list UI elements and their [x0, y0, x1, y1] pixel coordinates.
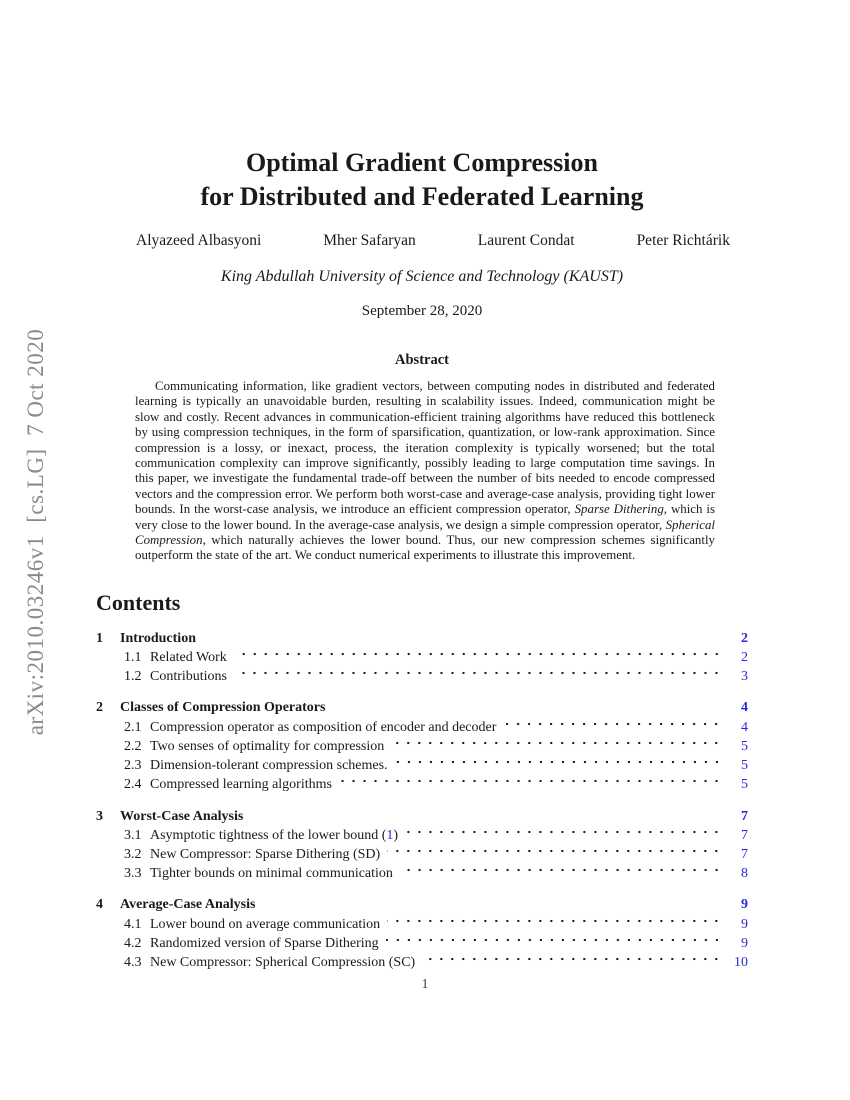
toc-page-link[interactable]: 8 — [741, 866, 748, 882]
toc-page-link[interactable]: 9 — [741, 897, 748, 913]
toc-entry-number: 1.2 — [124, 669, 142, 685]
toc-entry-asymptotic-tightness — [96, 825, 748, 844]
toc-entry-title: Dimension-tolerant compression schemes. — [150, 758, 388, 774]
toc-page-link[interactable]: 4 — [741, 719, 748, 735]
toc-section-number: 1 — [96, 630, 103, 646]
toc-page-link[interactable]: 2 — [741, 630, 748, 646]
toc-entry-number: 3.1 — [124, 827, 142, 843]
toc-section-number: 2 — [96, 700, 103, 716]
toc-dot-leader — [405, 825, 724, 839]
toc-page-link[interactable]: 9 — [741, 916, 748, 932]
table-of-contents — [96, 628, 748, 971]
toc-spacer — [250, 806, 724, 820]
toc-entry-number: 1.1 — [124, 650, 142, 666]
toc-entry-title: Compressed learning algorithms — [150, 777, 332, 793]
toc-entry-number: 2.4 — [124, 777, 142, 793]
toc-page-link[interactable]: 5 — [741, 777, 748, 793]
toc-section-number: 3 — [96, 808, 103, 824]
affiliation: King Abdullah University of Science and Technology (KAUST) — [220, 268, 624, 285]
toc-entry-title: Two senses of optimality for compression — [150, 738, 385, 754]
toc-entry-sparse-dithering — [96, 844, 748, 863]
abstract-paragraph — [135, 379, 715, 564]
toc-dot-leader — [234, 647, 724, 661]
equation-reference-link[interactable]: 1 — [386, 827, 394, 843]
paper-content — [96, 0, 748, 971]
paper-date: September 28, 2020 — [361, 303, 483, 319]
toc-dot-leader — [391, 736, 724, 750]
toc-page-link[interactable]: 7 — [741, 846, 748, 862]
toc-entry-tighter-bounds — [96, 863, 748, 882]
toc-entry-compression-operator-composition — [96, 717, 748, 736]
toc-entry-number: 4.1 — [124, 916, 142, 932]
toc-entry-title — [150, 827, 398, 844]
toc-section-title: Average-Case Analysis — [120, 897, 256, 913]
page-number: 1 — [421, 976, 429, 991]
toc-entry-contributions — [96, 666, 748, 685]
toc-page-link[interactable]: 10 — [734, 954, 748, 970]
toc-entry-title: Tighter bounds on minimal communication — [150, 866, 393, 882]
toc-entry-two-senses-of-optimality — [96, 736, 748, 755]
toc-entry-title-post: ) — [393, 827, 399, 843]
toc-dot-leader — [400, 863, 724, 877]
toc-dot-leader — [387, 914, 724, 928]
toc-section-title: Introduction — [120, 630, 196, 646]
author-name: Mher Safaryan — [323, 232, 416, 249]
abstract-text: Communicating information, like gradient vectors, between computing nodes in distributed and federated learning is typically an unavoidable burden, resulting in scalability issues. Indeed, communication might be slow and costly. Recent advances in communication-efficient training algorithms have reduced this bottleneck by using compression techniques, in the form of sparsification, quantization, or low-rank approximation. Since compression is a lossy, or inexact, process, the iteration complexity is typically worsened; but the total communication complexity can improve significantly, possibly leading to large computation time savings. In this paper, we investigate the fundamental trade-off between the number of bits needed to encode compressed vectors and the compression error. We perform both worst-case and average-case analysis, providing tight lower bounds. In the worst-case analysis, we introduce an efficient compression operator, — [135, 379, 715, 517]
toc-entry-title: Compression operator as composition of encoder and decoder — [150, 719, 497, 735]
author-name: Alyazeed Albasyoni — [136, 232, 262, 249]
toc-entry-title: Randomized version of Sparse Dithering — [150, 935, 379, 951]
toc-dot-leader — [395, 755, 724, 769]
contents-heading: Contents — [96, 589, 181, 615]
toc-page-link[interactable]: 5 — [741, 758, 748, 774]
toc-entry-compressed-learning-algorithms — [96, 774, 748, 793]
toc-page-link[interactable]: 7 — [741, 827, 748, 843]
toc-dot-leader — [386, 933, 724, 947]
toc-entry-title: New Compressor: Sparse Dithering (SD) — [150, 846, 381, 862]
toc-entry-title: Related Work — [150, 650, 227, 666]
toc-dot-leader — [339, 774, 724, 788]
toc-section-title: Worst-Case Analysis — [120, 808, 244, 824]
toc-section-introduction — [96, 628, 748, 647]
toc-entry-dimension-tolerant-schemes — [96, 755, 748, 774]
author-name: Laurent Condat — [477, 232, 575, 249]
abstract-term-spherical-compression: Spherical Compression — [135, 517, 715, 548]
toc-page-link[interactable]: 5 — [741, 738, 748, 754]
author-list — [96, 231, 748, 250]
toc-entry-number: 4.2 — [124, 935, 142, 951]
toc-entry-spherical-compression — [96, 952, 748, 971]
toc-entry-number: 2.1 — [124, 719, 142, 735]
paper-title-line1: Optimal Gradient Compression — [246, 148, 598, 177]
toc-entry-title: Lower bound on average communication — [150, 916, 381, 932]
toc-entry-number: 2.3 — [124, 758, 142, 774]
abstract-heading: Abstract — [395, 352, 449, 368]
toc-spacer — [203, 628, 724, 642]
toc-page-link[interactable]: 2 — [741, 650, 748, 666]
toc-entry-title-pre: Asymptotic tightness of the lower bound ( — [150, 827, 387, 843]
abstract-text: , which naturally achieves the lower bound. Thus, our new compression schemes significantly outperform the state of the art. We conduct numerical experiments to illustrate this improvement. — [135, 533, 715, 563]
toc-entry-related-work — [96, 647, 748, 666]
abstract-text: , which is very close to the lower bound. In the average-case analysis, we design a simple compression operator, — [135, 502, 715, 532]
paper-title — [96, 146, 748, 214]
toc-dot-leader — [422, 952, 724, 966]
toc-entry-title: New Compressor: Spherical Compression (SC) — [150, 954, 416, 970]
toc-entry-number: 4.3 — [124, 954, 142, 970]
toc-section-classes-of-compression-operators — [96, 697, 748, 716]
toc-dot-leader — [503, 717, 724, 731]
toc-entry-title: Contributions — [150, 669, 228, 685]
toc-page-link[interactable]: 3 — [741, 669, 748, 685]
abstract-term-sparse-dithering: Sparse Dithering — [574, 502, 664, 517]
toc-section-title: Classes of Compression Operators — [120, 700, 326, 716]
toc-section-worst-case-analysis — [96, 806, 748, 825]
toc-section-average-case-analysis — [96, 894, 748, 913]
toc-page-link[interactable]: 7 — [741, 808, 748, 824]
toc-spacer — [262, 894, 724, 908]
toc-page-link[interactable]: 9 — [741, 935, 748, 951]
arxiv-watermark: arXiv:2010.03246v1 [cs.LG] 7 Oct 2020 — [23, 328, 48, 736]
toc-entry-number: 2.2 — [124, 738, 142, 754]
toc-dot-leader — [387, 844, 724, 858]
toc-section-number: 4 — [96, 897, 103, 913]
toc-dot-leader — [234, 666, 724, 680]
paper-title-line2: for Distributed and Federated Learning — [200, 182, 644, 211]
toc-page-link[interactable]: 4 — [741, 700, 748, 716]
toc-entry-number: 3.2 — [124, 846, 142, 862]
toc-spacer — [332, 697, 724, 711]
toc-entry-number: 3.3 — [124, 866, 142, 882]
author-name: Peter Richtárik — [636, 232, 730, 249]
toc-entry-lower-bound-average-communication — [96, 914, 748, 933]
toc-entry-randomized-sparse-dithering — [96, 933, 748, 952]
